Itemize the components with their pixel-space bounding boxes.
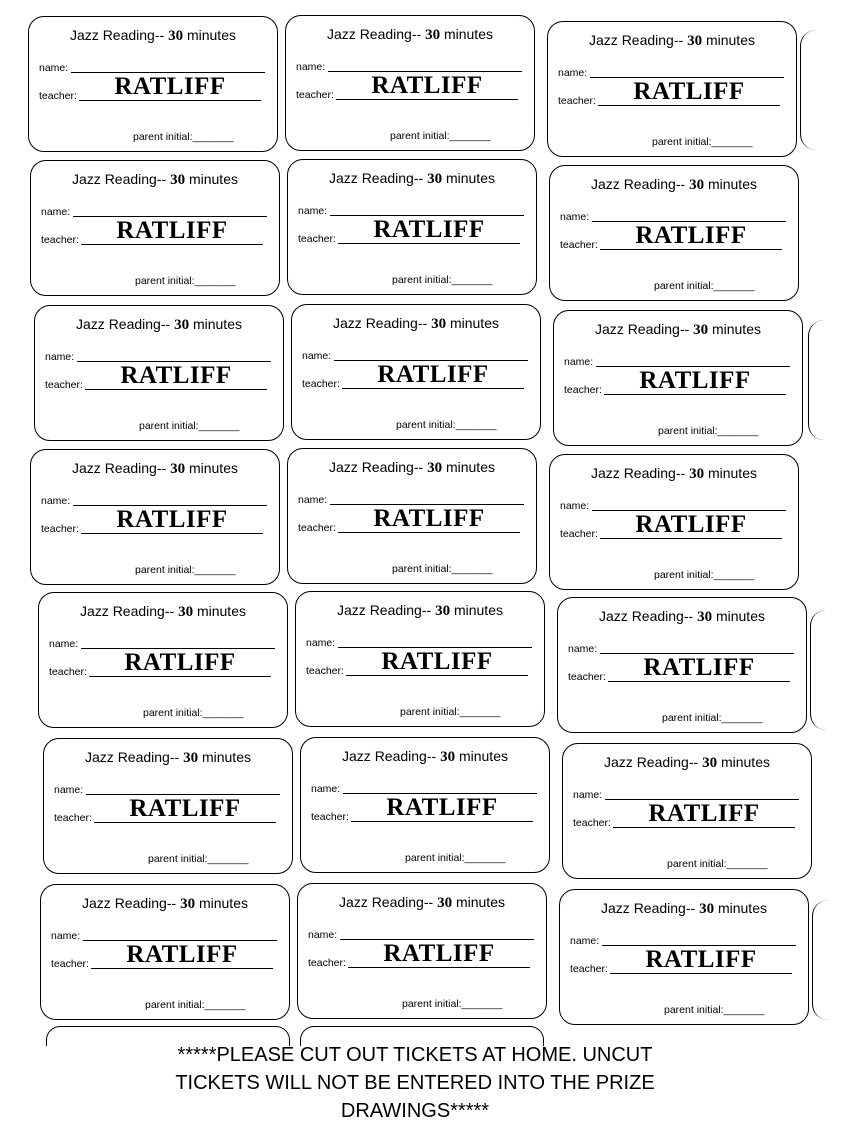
ticket-title-suffix: minutes	[707, 465, 757, 481]
ticket-title	[31, 171, 279, 189]
name-label: name:	[573, 789, 603, 801]
parent-initial-label: parent initial:_______	[400, 706, 501, 718]
teacher-label: teacher:	[296, 89, 334, 101]
ticket-minutes-number: 30	[702, 755, 718, 771]
teacher-field-line	[600, 249, 782, 250]
ticket-minutes-number: 30	[174, 317, 190, 333]
parent-initial-label: parent initial:_______	[658, 425, 759, 437]
teacher-value: RATLIFF	[643, 654, 755, 681]
reading-ticket	[549, 454, 799, 590]
reading-ticket	[30, 449, 280, 585]
ticket-title-prefix: Jazz Reading--	[80, 603, 175, 619]
ticket-title-prefix: Jazz Reading--	[342, 748, 437, 764]
ticket-minutes-number: 30	[427, 460, 443, 476]
teacher-value: RATLIFF	[648, 800, 760, 827]
name-label: name:	[54, 784, 84, 796]
ticket-minutes-number: 30	[440, 749, 456, 765]
parent-initial-label: parent initial:_______	[664, 1004, 765, 1016]
ticket-title	[29, 27, 277, 45]
teacher-label: teacher:	[54, 812, 92, 824]
name-label: name:	[560, 211, 590, 223]
teacher-value: RATLIFF	[383, 940, 495, 967]
ticket-title-suffix: minutes	[720, 754, 770, 770]
ticket-title	[35, 316, 283, 334]
parent-initial-label: parent initial:_______	[652, 136, 753, 148]
ticket-title	[301, 748, 549, 766]
teacher-value: RATLIFF	[373, 505, 485, 532]
teacher-label: teacher:	[568, 671, 606, 683]
ticket-title-prefix: Jazz Reading--	[85, 749, 180, 765]
teacher-field-line	[81, 244, 263, 245]
ticket-minutes-number: 30	[689, 466, 705, 482]
reading-ticket	[287, 159, 537, 295]
reading-ticket	[295, 591, 545, 727]
parent-initial-label: parent initial:_______	[390, 130, 491, 142]
name-label: name:	[560, 500, 590, 512]
ticket-title-prefix: Jazz Reading--	[72, 171, 167, 187]
ticket-title-prefix: Jazz Reading--	[76, 316, 171, 332]
teacher-label: teacher:	[41, 523, 79, 535]
parent-initial-label: parent initial:_______	[654, 280, 755, 292]
ticket-title-suffix: minutes	[445, 170, 495, 186]
ticket-title-prefix: Jazz Reading--	[599, 608, 694, 624]
ticket-minutes-number: 30	[427, 171, 443, 187]
ticket-title	[288, 170, 536, 188]
reading-ticket	[28, 16, 278, 152]
teacher-field-line	[338, 532, 520, 533]
parent-initial-label: parent initial:_______	[143, 707, 244, 719]
ticket-minutes-number: 30	[168, 28, 184, 44]
ticket-title-prefix: Jazz Reading--	[591, 465, 686, 481]
teacher-value: RATLIFF	[635, 511, 747, 538]
parent-initial-label: parent initial:_______	[148, 853, 249, 865]
ticket-title-suffix: minutes	[458, 748, 508, 764]
teacher-label: teacher:	[311, 811, 349, 823]
ticket-title-suffix: minutes	[455, 894, 505, 910]
name-label: name:	[51, 930, 81, 942]
teacher-field-line	[338, 243, 520, 244]
ticket-title-prefix: Jazz Reading--	[333, 315, 428, 331]
ticket-title-prefix: Jazz Reading--	[591, 176, 686, 192]
teacher-label: teacher:	[308, 957, 346, 969]
ticket-title-prefix: Jazz Reading--	[72, 460, 167, 476]
reading-ticket	[285, 15, 535, 151]
ticket-title-prefix: Jazz Reading--	[589, 32, 684, 48]
reading-ticket	[38, 592, 288, 728]
reading-ticket	[43, 738, 293, 874]
teacher-field-line	[608, 681, 790, 682]
name-label: name:	[306, 637, 336, 649]
ticket-minutes-number: 30	[437, 895, 453, 911]
teacher-label: teacher:	[45, 379, 83, 391]
teacher-value: RATLIFF	[635, 222, 747, 249]
name-label: name:	[570, 935, 600, 947]
ticket-title-suffix: minutes	[449, 315, 499, 331]
teacher-field-line	[91, 968, 273, 969]
name-label: name:	[298, 205, 328, 217]
ticket-title-suffix: minutes	[453, 602, 503, 618]
teacher-value: RATLIFF	[116, 217, 228, 244]
ticket-title	[548, 32, 796, 50]
ticket-title-suffix: minutes	[201, 749, 251, 765]
ticket-title	[292, 315, 540, 333]
ticket-title-prefix: Jazz Reading--	[70, 27, 165, 43]
reading-ticket	[30, 160, 280, 296]
parent-initial-label: parent initial:_______	[139, 420, 240, 432]
reading-ticket	[287, 448, 537, 584]
teacher-field-line	[351, 821, 533, 822]
teacher-value: RATLIFF	[114, 73, 226, 100]
reading-ticket	[34, 305, 284, 441]
ticket-title	[298, 894, 546, 912]
ticket-minutes-number: 30	[178, 604, 194, 620]
teacher-value: RATLIFF	[371, 72, 483, 99]
ticket-title-suffix: minutes	[188, 460, 238, 476]
reading-ticket	[40, 884, 290, 1020]
parent-initial-label: parent initial:_______	[392, 274, 493, 286]
parent-initial-label: parent initial:_______	[654, 569, 755, 581]
name-label: name:	[39, 62, 69, 74]
ticket-title-suffix: minutes	[445, 459, 495, 475]
parent-initial-label: parent initial:_______	[135, 564, 236, 576]
name-label: name:	[45, 351, 75, 363]
reading-ticket	[557, 597, 807, 733]
teacher-field-line	[600, 538, 782, 539]
ticket-minutes-number: 30	[693, 322, 709, 338]
teacher-label: teacher:	[39, 90, 77, 102]
name-label: name:	[568, 643, 598, 655]
ticket-edge-arc	[800, 30, 816, 150]
reading-ticket	[553, 310, 803, 446]
ticket-title-suffix: minutes	[717, 900, 767, 916]
ticket-minutes-number: 30	[431, 316, 447, 332]
name-label: name:	[41, 206, 71, 218]
teacher-field-line	[598, 105, 780, 106]
cut-out-notice: *****PLEASE CUT OUT TICKETS AT HOME. UNCUT TICKETS WILL NOT BE ENTERED INTO THE PRIZE DRAWINGS*****	[175, 1044, 655, 1122]
teacher-label: teacher:	[302, 378, 340, 390]
teacher-value: RATLIFF	[116, 506, 228, 533]
teacher-field-line	[81, 533, 263, 534]
ticket-title-suffix: minutes	[186, 27, 236, 43]
ticket-minutes-number: 30	[183, 750, 199, 766]
teacher-value: RATLIFF	[373, 216, 485, 243]
teacher-label: teacher:	[51, 958, 89, 970]
reading-ticket	[559, 889, 809, 1025]
reading-ticket	[300, 737, 550, 873]
ticket-minutes-number: 30	[180, 896, 196, 912]
ticket-title-prefix: Jazz Reading--	[329, 459, 424, 475]
teacher-value: RATLIFF	[633, 78, 745, 105]
teacher-field-line	[85, 389, 267, 390]
teacher-field-line	[89, 676, 271, 677]
teacher-value: RATLIFF	[645, 946, 757, 973]
name-label: name:	[311, 783, 341, 795]
teacher-label: teacher:	[573, 817, 611, 829]
name-label: name:	[302, 350, 332, 362]
parent-initial-label: parent initial:_______	[405, 852, 506, 864]
teacher-field-line	[342, 388, 524, 389]
teacher-value: RATLIFF	[386, 794, 498, 821]
ticket-title	[296, 602, 544, 620]
teacher-field-line	[346, 675, 528, 676]
parent-initial-label: parent initial:_______	[396, 419, 497, 431]
teacher-field-line	[610, 973, 792, 974]
teacher-value: RATLIFF	[120, 362, 232, 389]
ticket-title	[288, 459, 536, 477]
name-label: name:	[296, 61, 326, 73]
teacher-label: teacher:	[298, 522, 336, 534]
parent-initial-label: parent initial:_______	[402, 998, 503, 1010]
ticket-minutes-number: 30	[687, 33, 703, 49]
reading-ticket	[562, 743, 812, 879]
teacher-label: teacher:	[49, 666, 87, 678]
ticket-title	[550, 176, 798, 194]
ticket-title-suffix: minutes	[711, 321, 761, 337]
name-label: name:	[49, 638, 79, 650]
ticket-title	[558, 608, 806, 626]
teacher-value: RATLIFF	[124, 649, 236, 676]
ticket-title-prefix: Jazz Reading--	[601, 900, 696, 916]
teacher-label: teacher:	[560, 528, 598, 540]
ticket-title	[560, 900, 808, 918]
ticket-title-suffix: minutes	[707, 176, 757, 192]
ticket-edge-arc	[808, 320, 824, 440]
ticket-minutes-number: 30	[689, 177, 705, 193]
ticket-title-suffix: minutes	[192, 316, 242, 332]
teacher-label: teacher:	[298, 233, 336, 245]
teacher-field-line	[348, 967, 530, 968]
teacher-field-line	[604, 394, 786, 395]
ticket-minutes-number: 30	[697, 609, 713, 625]
ticket-title-suffix: minutes	[715, 608, 765, 624]
teacher-value: RATLIFF	[639, 367, 751, 394]
parent-initial-label: parent initial:_______	[662, 712, 763, 724]
ticket-title	[554, 321, 802, 339]
reading-ticket	[549, 165, 799, 301]
teacher-field-line	[336, 99, 518, 100]
reading-ticket	[297, 883, 547, 1019]
teacher-value: RATLIFF	[377, 361, 489, 388]
ticket-title-prefix: Jazz Reading--	[604, 754, 699, 770]
teacher-label: teacher:	[564, 384, 602, 396]
ticket-title-suffix: minutes	[188, 171, 238, 187]
ticket-title-suffix: minutes	[443, 26, 493, 42]
ticket-edge-arc	[812, 900, 828, 1020]
ticket-title	[563, 754, 811, 772]
teacher-field-line	[613, 827, 795, 828]
ticket-title	[286, 26, 534, 44]
ticket-title	[550, 465, 798, 483]
ticket-title-prefix: Jazz Reading--	[327, 26, 422, 42]
ticket-title	[41, 895, 289, 913]
teacher-label: teacher:	[560, 239, 598, 251]
parent-initial-label: parent initial:_______	[392, 563, 493, 575]
ticket-minutes-number: 30	[170, 461, 186, 477]
teacher-field-line	[79, 100, 261, 101]
ticket-minutes-number: 30	[699, 901, 715, 917]
ticket-title-prefix: Jazz Reading--	[339, 894, 434, 910]
ticket-title	[31, 460, 279, 478]
ticket-title-suffix: minutes	[198, 895, 248, 911]
teacher-value: RATLIFF	[129, 795, 241, 822]
name-label: name:	[41, 495, 71, 507]
name-label: name:	[308, 929, 338, 941]
ticket-title-suffix: minutes	[705, 32, 755, 48]
name-label: name:	[558, 67, 588, 79]
ticket-title-suffix: minutes	[196, 603, 246, 619]
ticket-title	[44, 749, 292, 767]
teacher-label: teacher:	[570, 963, 608, 975]
reading-ticket	[291, 304, 541, 440]
teacher-field-line	[94, 822, 276, 823]
teacher-label: teacher:	[41, 234, 79, 246]
name-label: name:	[564, 356, 594, 368]
ticket-title-prefix: Jazz Reading--	[595, 321, 690, 337]
ticket-edge-arc	[810, 610, 826, 730]
ticket-minutes-number: 30	[170, 172, 186, 188]
teacher-label: teacher:	[306, 665, 344, 677]
parent-initial-label: parent initial:_______	[667, 858, 768, 870]
ticket-minutes-number: 30	[425, 27, 441, 43]
teacher-value: RATLIFF	[126, 941, 238, 968]
name-label: name:	[298, 494, 328, 506]
ticket-title	[39, 603, 287, 621]
ticket-title-prefix: Jazz Reading--	[82, 895, 177, 911]
reading-ticket	[547, 21, 797, 157]
parent-initial-label: parent initial:_______	[133, 131, 234, 143]
parent-initial-label: parent initial:_______	[145, 999, 246, 1011]
ticket-title-prefix: Jazz Reading--	[337, 602, 432, 618]
parent-initial-label: parent initial:_______	[135, 275, 236, 287]
teacher-value: RATLIFF	[381, 648, 493, 675]
teacher-label: teacher:	[558, 95, 596, 107]
ticket-minutes-number: 30	[435, 603, 451, 619]
ticket-title-prefix: Jazz Reading--	[329, 170, 424, 186]
